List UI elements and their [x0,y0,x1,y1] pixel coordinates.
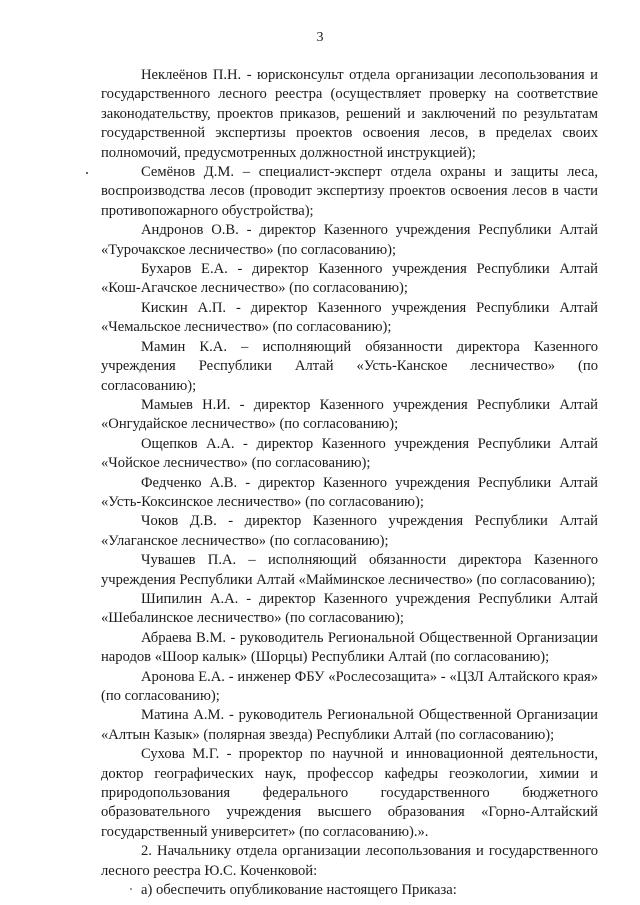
paragraph-chuvashev: Чувашев П.А. – исполняющий обязанности директора Казенного учреждения Республики Алтай «Майминское лесничество» (по согласованию); [101,552,598,588]
paragraph-andronov: Андронов О.В. - директор Казенного учреждения Республики Алтай «Турочакское лесничество» (по согласованию); [101,222,598,258]
paragraph-sukhova: Сухова М.Г. - проректор по научной и инновационной деятельности, доктор географических наук, профессор кафедры геоэкологии, химии и природопользования федерального государственного бюджетного образовательного учреждения высшего образования «Горно-Алтайский государственный университет» (по согласованию).». [101,746,598,840]
paragraph-matina: Матина А.М. - руководитель Региональной Общественной Организации «Алтын Казык» (полярная звезда) Республики Алтай (по согласованию); [101,707,598,743]
scan-dot [130,888,132,890]
paragraph-aronova: Аронова Е.А. - инженер ФБУ «Рослесозащита» - «ЦЗЛ Алтайского края» (по согласованию); [101,668,598,704]
paragraph-fedchenko: Федченко А.В. - директор Казенного учреждения Республики Алтай «Усть-Коксинское лесничество» (по согласованию); [101,474,598,510]
paragraph-item-2a: а) обеспечить опубликование настоящего Приказа: [141,882,457,899]
paragraph-mamyev: Мамыев Н.И. - директор Казенного учреждения Республики Алтай «Онгудайское лесничество» (по согласованию); [101,396,598,433]
paragraph-item-2: 2. Начальнику отдела организации лесопользования и государственного лесного реестра Ю.С. Коченковой: [101,843,598,879]
page-number: 3 [316,30,324,45]
paragraph-chokov: Чоков Д.В. - директор Казенного учреждения Республики Алтай «Улаганское лесничество» (по согласованию); [101,513,598,549]
paragraph-mamin: Мамин К.А. – исполняющий обязанности директора Казенного учреждения Республики Алтай «Усть-Канское лесничество» (по согласованию); [101,338,598,394]
paragraph-semenov: Семёнов Д.М. – специалист-эксперт отдела охраны и защиты леса, воспроизводства лесов (проводит экспертизу проектов освоения лесов в части противопожарного обустройства); [101,164,598,219]
paragraph-kiskin: Кискин А.П. - директор Казенного учреждения Республики Алтай «Чемальское лесничество» (по согласованию); [101,299,598,336]
paragraph-shipilin: Шипилин А.А. - директор Казенного учреждения Республики Алтай «Шебалинское лесничество» (по согласованию); [101,590,598,627]
paragraph-oshchepkov: Ощепков А.А. - директор Казенного учреждения Республики Алтай «Чойское лесничество» (по согласованию); [101,435,598,472]
paragraph-bukharov: Бухаров Е.А. - директор Казенного учреждения Республики Алтай «Кош-Агачское лесничество» (по согласованию); [101,261,598,297]
paragraph-abraeva: Абраева В.М. - руководитель Региональной Общественной Организации народов «Шоор калык» (Шорцы) Республики Алтай (по согласованию); [101,629,598,666]
scan-mark [86,172,88,174]
document-body [101,66,598,900]
paragraph-nekleenov: Неклеёнов П.Н. - юрисконсульт отдела организации лесопользования и государственного лесного реестра (осуществляет проверку на соответствие законодательству, проектов приказов, решений и заключений по результатам государственной экспертизы проектов освоения лесов, в пределах своих полномочий, предусмотренных должностной инструкцией); [101,67,598,161]
